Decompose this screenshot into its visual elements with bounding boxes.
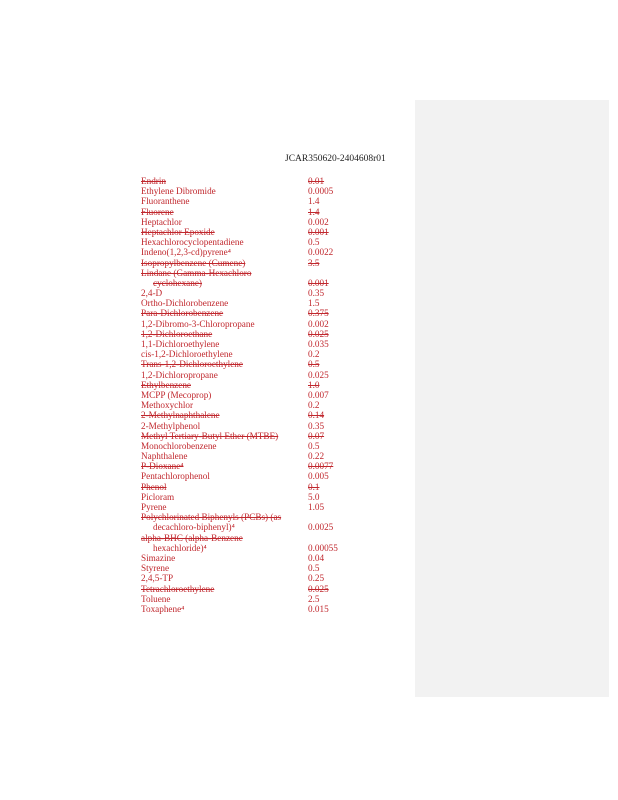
list-item	[141, 196, 341, 206]
constituent-name	[141, 258, 291, 268]
constituent-value: 0.5	[308, 440, 320, 451]
constituent-name-line: Para-Dichlorobenzene	[141, 308, 224, 319]
constituent-name-line: 2-Methylnaphthalene	[141, 410, 220, 421]
list-item	[141, 359, 341, 369]
list-item	[141, 237, 341, 247]
constituent-value: 0.01	[308, 176, 325, 186]
constituent-name-line: 2,4,5-TP	[141, 573, 174, 584]
constituent-name-line: Lindane (Gamma-Hexachloro	[141, 267, 252, 278]
constituent-name-line: Indeno(1,2,3-cd)pyrene⁴	[141, 247, 231, 258]
list-item	[141, 227, 341, 237]
constituent-name	[141, 288, 291, 298]
constituent-value: 0.035	[308, 339, 329, 350]
constituent-name	[141, 573, 291, 583]
standards-list	[141, 176, 341, 614]
constituent-name	[141, 461, 291, 471]
constituent-name	[141, 400, 291, 410]
constituent-name-line: Hexachlorocyclopentadiene	[141, 237, 244, 248]
constituent-value: 1.05	[308, 502, 325, 513]
list-item	[141, 533, 341, 553]
constituent-name	[141, 471, 291, 481]
constituent-name	[141, 176, 291, 186]
constituent-name-line: Ethylbenzene	[141, 379, 191, 390]
list-item	[141, 176, 341, 186]
constituent-name-line: Heptachlor	[141, 216, 182, 227]
constituent-name	[141, 431, 291, 441]
constituent-name	[141, 584, 291, 594]
constituent-value: 1.4	[308, 206, 320, 217]
constituent-name-line: 2,4-D	[141, 288, 163, 299]
constituent-value: 0.375	[308, 308, 329, 319]
constituent-name-line: 1,2-Dichloropropane	[141, 369, 218, 380]
list-item	[141, 471, 341, 481]
constituent-value: 0.5	[308, 563, 320, 574]
constituent-name-line: Ethylene Dibromide	[141, 186, 216, 197]
constituent-name-line: Toxaphene⁴	[141, 603, 185, 614]
constituent-name-line: Naphthalene	[141, 451, 188, 462]
list-item	[141, 370, 341, 380]
constituent-value: 0.0005	[308, 186, 334, 197]
constituent-name-line: Polychlorinated Biphenyls (PCBs) (as	[141, 512, 282, 523]
constituent-value: 0.002	[308, 216, 329, 227]
list-item	[141, 461, 341, 471]
list-item	[141, 400, 341, 410]
constituent-value: 0.25	[308, 573, 325, 584]
constituent-value: 0.14	[308, 410, 325, 421]
constituent-value: 0.07	[308, 430, 325, 441]
constituent-name	[141, 217, 291, 227]
constituent-name	[141, 380, 291, 390]
list-item	[141, 329, 341, 339]
constituent-name	[141, 451, 291, 461]
constituent-name-continuation: decachloro-biphenyl)⁴	[153, 522, 235, 533]
list-item	[141, 308, 341, 318]
constituent-value: 0.001	[308, 277, 329, 288]
constituent-name-line: 2-Methylphenol	[141, 420, 201, 431]
constituent-name-line: cis-1,2-Dichloroethylene	[141, 349, 233, 360]
constituent-name	[141, 441, 291, 451]
constituent-value: 0.007	[308, 389, 329, 400]
constituent-name-continuation: hexachloride)⁴	[153, 542, 207, 553]
constituent-name	[141, 308, 291, 318]
constituent-name-line: Ortho-Dichlorobenzene	[141, 298, 229, 309]
list-item	[141, 573, 341, 583]
list-item	[141, 553, 341, 563]
constituent-name-line: Monochlorobenzene	[141, 440, 217, 451]
constituent-name-line: 1,2-Dibromo-3-Chloropropane	[141, 318, 255, 329]
list-item	[141, 247, 341, 257]
constituent-value: 1.5	[308, 298, 320, 309]
constituent-name-line: Methoxychlor	[141, 400, 194, 411]
constituent-name	[141, 329, 291, 339]
constituent-name-line: Pyrene	[141, 502, 167, 513]
list-item	[141, 431, 341, 441]
constituent-name	[141, 186, 291, 196]
constituent-name-line: Pentachlorophenol	[141, 471, 210, 482]
constituent-value: 0.0022	[308, 247, 334, 258]
constituent-name-line: Simazine	[141, 552, 176, 563]
constituent-value: 0.002	[308, 318, 329, 329]
constituent-name	[141, 268, 291, 288]
constituent-name	[141, 604, 291, 614]
constituent-name-line: alpha-BHC (alpha-Benzene	[141, 532, 243, 543]
list-item	[141, 319, 341, 329]
list-item	[141, 258, 341, 268]
constituent-value: 2.5	[308, 593, 320, 604]
constituent-value: 5.0	[308, 491, 320, 502]
constituent-name	[141, 227, 291, 237]
constituent-name	[141, 359, 291, 369]
list-item	[141, 604, 341, 614]
constituent-name-line: Picloram	[141, 491, 175, 502]
constituent-name	[141, 594, 291, 604]
list-item	[141, 512, 341, 532]
constituent-value: 0.001	[308, 226, 329, 237]
list-item	[141, 186, 341, 196]
constituent-value: 0.1	[308, 481, 320, 492]
list-item	[141, 217, 341, 227]
constituent-name-continuation: cyclohexane)	[153, 277, 202, 288]
constituent-value: 0.025	[308, 328, 329, 339]
list-item	[141, 268, 341, 288]
constituent-value: 0.5	[308, 359, 320, 370]
constituent-value: 0.5	[308, 237, 320, 248]
list-item	[141, 441, 341, 451]
constituent-name	[141, 512, 291, 532]
list-item	[141, 298, 341, 308]
constituent-value: 0.00055	[308, 542, 338, 553]
constituent-name	[141, 196, 291, 206]
constituent-name-line: Tetrachloroethylene	[141, 583, 215, 594]
constituent-value: 1.4	[308, 196, 320, 207]
list-item	[141, 502, 341, 512]
list-item	[141, 339, 341, 349]
constituent-value: 0.025	[308, 583, 329, 594]
constituent-name	[141, 298, 291, 308]
constituent-value: 0.025	[308, 369, 329, 380]
constituent-name-line: Isopropylbenzene (Cumene)	[141, 257, 246, 268]
list-item	[141, 390, 341, 400]
list-item	[141, 421, 341, 431]
constituent-name-line: 1,1-Dichloroethylene	[141, 339, 220, 350]
list-item	[141, 288, 341, 298]
constituent-value: 0.2	[308, 400, 320, 411]
constituent-value: 3.5	[308, 257, 320, 268]
list-item	[141, 563, 341, 573]
list-item	[141, 482, 341, 492]
constituent-value: 0.015	[308, 603, 329, 614]
constituent-name-line: MCPP (Mecoprop)	[141, 389, 212, 400]
list-item	[141, 349, 341, 359]
constituent-name	[141, 370, 291, 380]
constituent-name	[141, 563, 291, 573]
constituent-name	[141, 319, 291, 329]
list-item	[141, 207, 341, 217]
constituent-name	[141, 492, 291, 502]
document-header-id: JCAR350620-2404608r01	[285, 154, 386, 164]
constituent-name-line: Heptachlor Epoxide	[141, 226, 215, 237]
constituent-value: 0.0077	[308, 461, 334, 472]
constituent-name-line: P-Dioxane⁴	[141, 461, 184, 472]
constituent-value: 0.005	[308, 471, 329, 482]
constituent-value: 0.04	[308, 552, 325, 563]
list-item	[141, 380, 341, 390]
constituent-value: 0.35	[308, 420, 325, 431]
constituent-value: 0.22	[308, 451, 325, 462]
constituent-name	[141, 553, 291, 563]
constituent-name	[141, 237, 291, 247]
constituent-name	[141, 533, 291, 553]
comment-margin-pane	[415, 100, 609, 697]
constituent-name-line: Toluene	[141, 593, 171, 604]
constituent-name	[141, 421, 291, 431]
constituent-value: 0.0025	[308, 522, 334, 533]
constituent-name	[141, 502, 291, 512]
list-item	[141, 410, 341, 420]
constituent-name-line: 1,2-Dichloroethane	[141, 328, 213, 339]
list-item	[141, 594, 341, 604]
list-item	[141, 451, 341, 461]
constituent-name-line: Trans-1,2-Dichloroethylene	[141, 359, 243, 370]
constituent-name	[141, 410, 291, 420]
constituent-name-line: Fluoranthene	[141, 196, 190, 207]
constituent-name-line: Methyl Tertiary-Butyl Ether (MTBE)	[141, 430, 279, 441]
constituent-name	[141, 339, 291, 349]
constituent-value: 1.0	[308, 379, 320, 390]
list-item	[141, 584, 341, 594]
constituent-name	[141, 349, 291, 359]
constituent-name	[141, 207, 291, 217]
constituent-name	[141, 247, 291, 257]
constituent-name	[141, 390, 291, 400]
constituent-name	[141, 482, 291, 492]
constituent-value: 0.35	[308, 288, 325, 299]
constituent-name-line: Endrin	[141, 176, 167, 186]
constituent-value: 0.2	[308, 349, 320, 360]
list-item	[141, 492, 341, 502]
constituent-name-line: Phenol	[141, 481, 167, 492]
constituent-name-line: Fluorene	[141, 206, 174, 217]
constituent-name-line: Styrene	[141, 563, 170, 574]
